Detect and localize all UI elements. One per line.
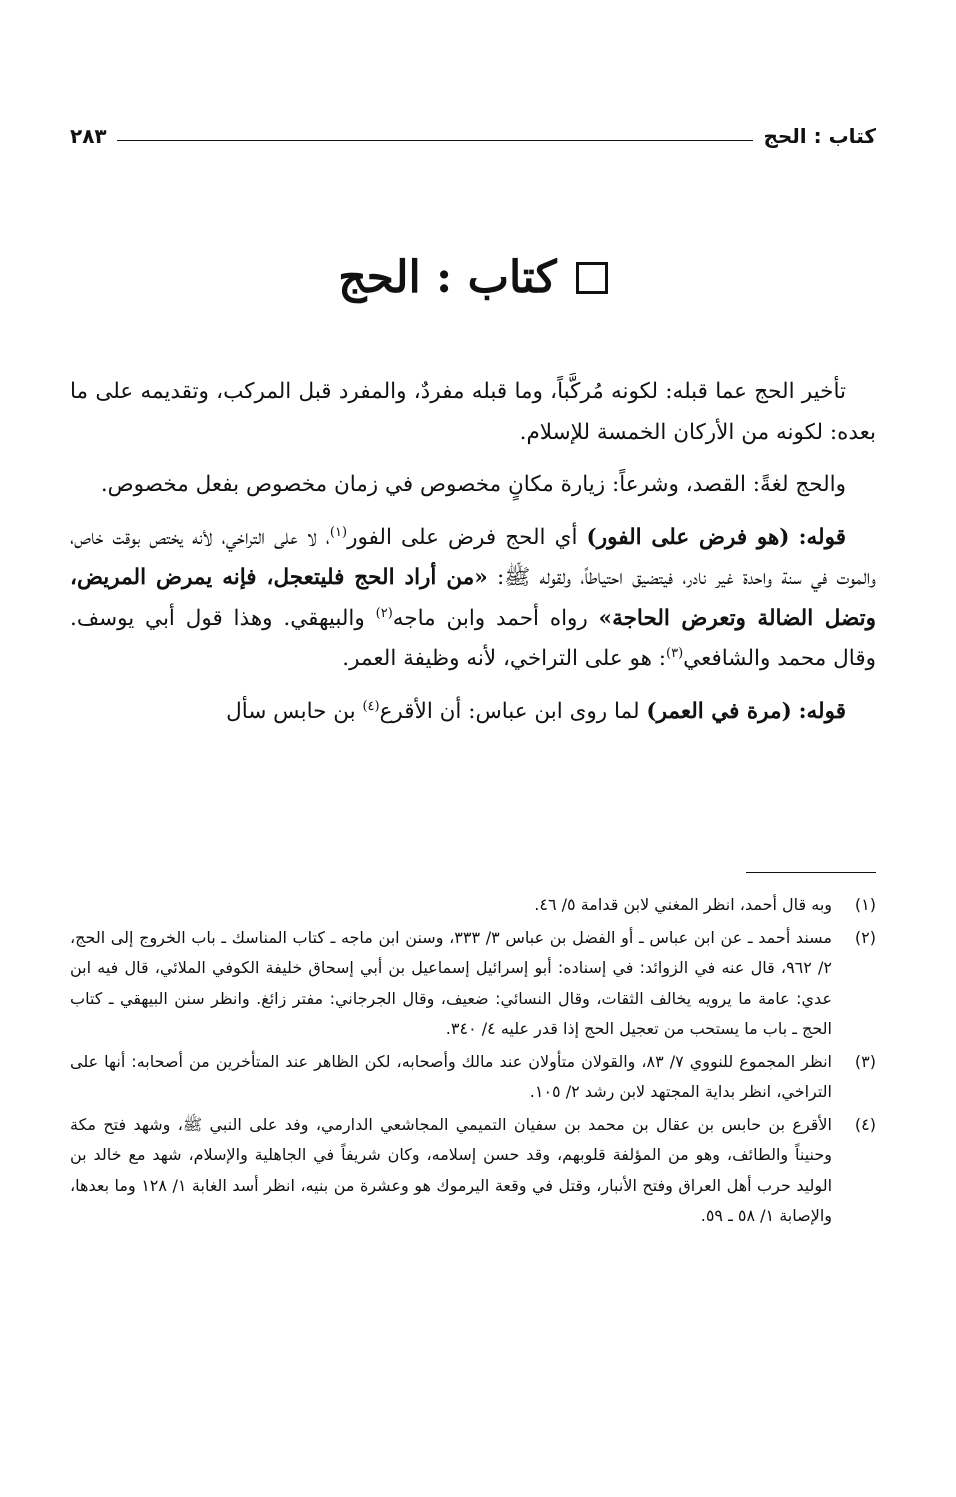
footnote-2: [70, 923, 876, 1045]
footnote-text: الأقرع بن حابس بن عقال بن محمد بن سفيان التميمي المجاشعي الدارمي، وفد على النبي ﷺ، وشهد فتح مكة وحنيناً والطائف، وهو من المؤلفة قلوبهم، وقد حسن إسلامه، وكان شريفاً في الجاهلية والإسلام، شهد مع خالد بن الوليد حرب أهل العراق وفتح الأنبار، وقتل في وقعة اليرموك هو وعشرة من بنيه، انظر أسد الغابة ١/ ١٢٨ وما بعدها، والإصابة ١/ ٥٨ ـ ٥٩.: [70, 1114, 833, 1225]
footnote-number: (٣): [854, 1051, 876, 1071]
qawluh-label: قوله:: [798, 524, 846, 550]
matn-quote: (هو فرض على الفور): [586, 524, 790, 550]
text-run: بن حابس سأل: [226, 698, 356, 724]
footnote-number: (١): [854, 895, 876, 914]
square-bullet-icon: [576, 262, 608, 294]
footnote-number: (٢): [854, 927, 876, 947]
matn-quote: (مرة في العمر): [646, 698, 792, 724]
footnote-ref-2: (٢): [375, 605, 393, 621]
footnote-text: وبه قال أحمد، انظر المغني لابن قدامة ٥/ ٤٦.: [534, 895, 832, 914]
running-title: كتاب : الحج: [763, 124, 876, 148]
running-header: [70, 118, 876, 148]
footnote-ref-3: (٣): [666, 645, 684, 661]
footnote-4: [70, 1110, 876, 1232]
text-run: والبيهقي. وهذا قول أبي يوسف. وقال محمد والشافعي: [70, 605, 876, 671]
footnote-separator: [746, 872, 876, 873]
paragraph-1: تأخير الحج عما قبله: لكونه مُركَّباً، وما قبله مفردٌ، والمفرد قبل المركب، وتقديمه على ما بعده: لكونه من الأركان الخمسة للإسلام.: [70, 379, 876, 445]
book-page: [70, 100, 876, 1460]
text-run: لما روى ابن عباس: أن الأقرع: [379, 698, 640, 724]
text-run: : هو على التراخي، لأنه وظيفة العمر.: [342, 646, 667, 671]
footnote-number: (٤): [854, 1114, 876, 1134]
paragraph-3: [70, 518, 876, 680]
header-rule: [117, 140, 754, 141]
text-run: رواه أحمد وابن ماجه: [392, 605, 588, 631]
footnote-text: انظر المجموع للنووي ٧/ ٨٣، والقولان متأولان عند مالك وأصحابه، لكن الظاهر عند المتأخرين من أصحابه: أنها على التراخي، انظر بداية المجتهد لابن رشد ٢/ ١٠٥.: [70, 1051, 832, 1101]
qawluh-label: قوله:: [798, 698, 846, 724]
text-run: أي الحج فرض على الفور: [347, 524, 578, 550]
footnotes: [70, 890, 876, 1234]
paragraph-4: [70, 692, 876, 733]
chapter-heading: [70, 252, 876, 303]
paragraph-2: والحج لغةً: القصد، وشرعاً: زيارة مكانٍ مخصوص في زمان مخصوص بفعل مخصوص.: [100, 472, 846, 497]
footnote-1: [70, 890, 876, 921]
footnote-text: مسند أحمد ـ عن ابن عباس ـ أو الفضل بن عباس ٣/ ٣٣٣، وسنن ابن ماجه ـ كتاب المناسك ـ باب الخروج إلى الحج، ٢/ ٩٦٢، قال عنه في الزوائد: في إسناده: أبو إسرائيل إسماعيل بن أبي إسحاق خليفة الكوفي الملائي، قال فيه ابن عدي: عامة ما يرويه يخالف الثقات، وقال النسائي: ضعيف، وقال الجرجاني: مفتر زائغ. وانظر سنن البيهقي ـ كتاب الحج ـ باب ما يستحب من تعجيل الحج إذا قدر عليه ٤/ ٣٤٠.: [70, 927, 833, 1038]
page-number: ٢٨٣: [70, 124, 107, 148]
chapter-title: كتاب : الحج: [338, 252, 557, 303]
footnote-ref-1: (١): [329, 524, 348, 540]
main-text: [70, 372, 876, 744]
text-run: ، لا على التراخي، لأنه يختص بوقت خاص، والموت في سنة واحدة غير نادر، فيتضيق احتياطاً، ولقوله ﷺ:: [70, 524, 876, 590]
hadith-quote: «من أراد الحج فليتعجل، فإنه يمرض المريض، وتضل الضالة وتعرض الحاجة»: [70, 565, 876, 631]
footnote-3: [70, 1047, 876, 1108]
footnote-ref-4: (٤): [362, 698, 380, 714]
